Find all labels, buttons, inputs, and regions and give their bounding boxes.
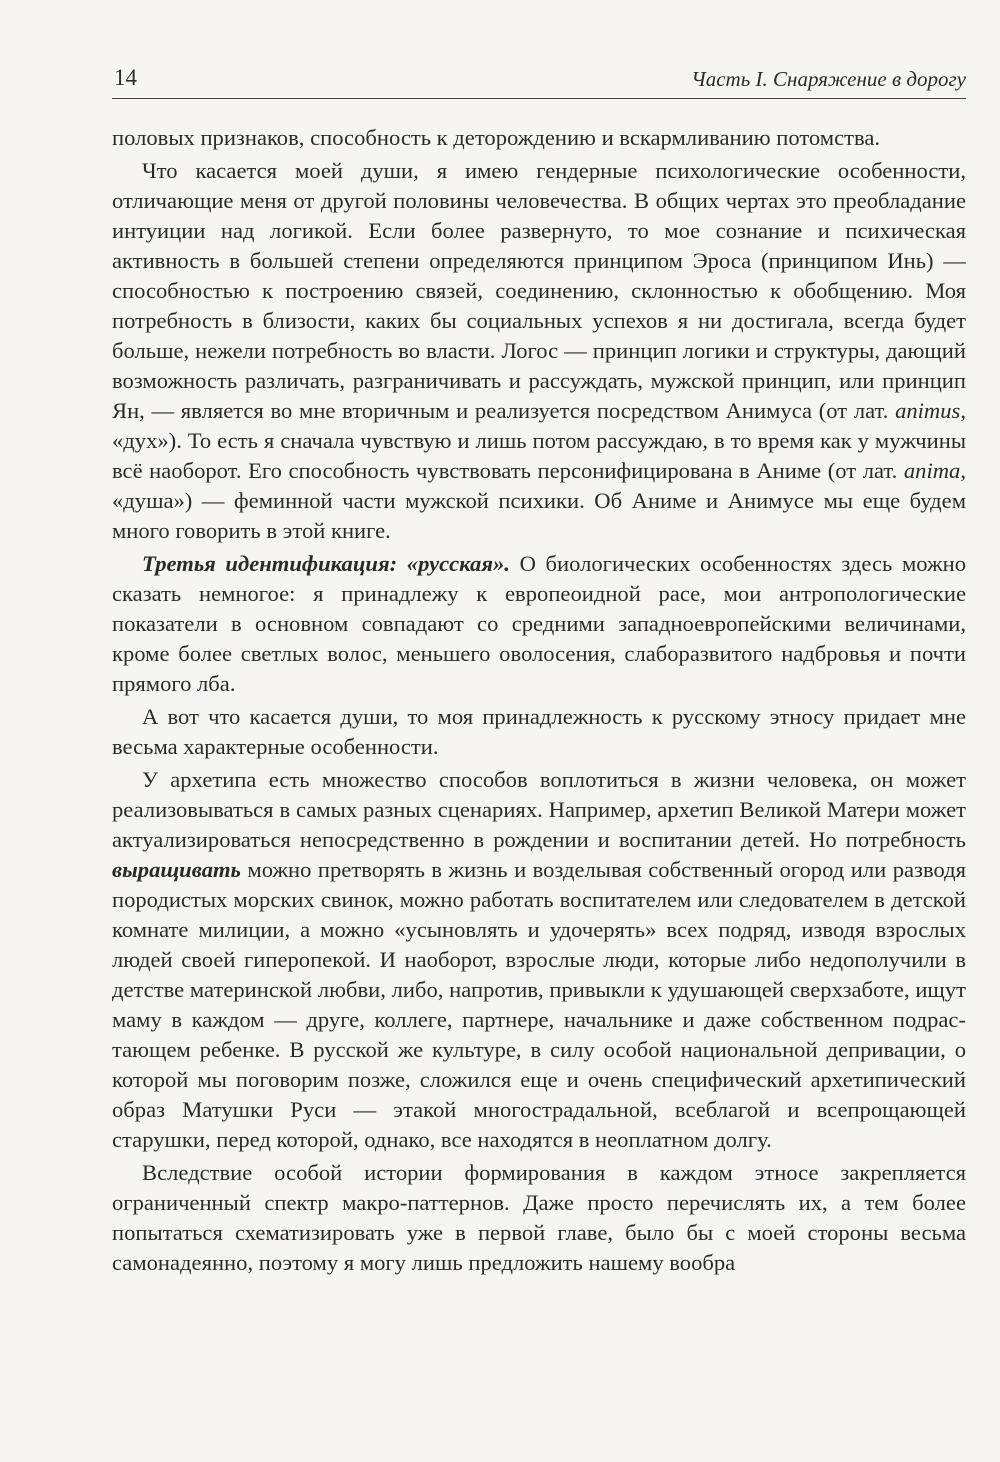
paragraph-text: можно претворять в жизнь и возделывая собственный огород или разводя породистых морских свинок, можно работать воспитателем или следователем в детской комнате милиции, а можно «усыновлять и удочерять» всех подряд, изводя взрослых людей своей гиперопекой. И наоборот, взрослые люди, которые либо недополучили в детстве материнской любви, либо, напротив, привыкли к удушающей сверхзаботе, ищут маму в каждом — друге, коллеге, партнере, начальнике и даже собственном подрастающем ребенке. В русской же культуре, в силу особой национальной депривации, о которой мы поговорим позже, сложился еще и очень специфический архетипический образ Матушки Руси — этакой многострадальной, всеблагой и всепрощающей старушки, перед которой, однако, все находятся в неоплатном долгу. xyxy=(112,857,966,1152)
page-number: 14 xyxy=(114,65,137,90)
latin-term-animus: animus xyxy=(895,398,961,423)
paragraph-text: У архетипа есть множество способов воплотиться в жизни человека, он может реализовываться в самых разных сценариях. Например, архетип Великой Матери может актуализироваться непосредственно в рождении и воспитании детей. Но потребность xyxy=(112,767,966,852)
paragraph-continuation: половых признаков, способность к деторождению и вскармливанию потомства. xyxy=(112,125,881,150)
run-in-heading: Третья идентификация: «русская». xyxy=(142,551,510,576)
paragraph-text: , «дух»). То есть я сначала чувствую и лишь потом рассуждаю, в то время как у мужчины всё наоборот. Его способность чувствовать персонифицирована в Аниме (от лат. xyxy=(112,398,966,483)
paragraph-text: О биологических особенностях здесь можно сказать немногое: я принадлежу к европеоидной расе, мои антропологические показатели в основном совпадают со средними западноевропейскими величинами, кроме более светлых волос, меньшего оволосения, слаборазвитого надбровья и почти прямого лба. xyxy=(112,551,966,696)
paragraph-third-identification xyxy=(112,549,966,699)
paragraph-archetype xyxy=(112,765,966,1155)
body-text xyxy=(112,123,966,1281)
paragraph-soul-gender xyxy=(112,156,966,546)
running-title: Часть I. Снаряжение в дорогу xyxy=(691,67,966,91)
latin-term-anima: anima xyxy=(903,458,961,483)
paragraph-russian-soul: А вот что касается души, то моя принадлежность к русскому этносу придает мне весьма характерные особенности. xyxy=(112,704,966,759)
emphasized-word: выращивать xyxy=(112,857,241,882)
running-header xyxy=(112,62,966,99)
paragraph-text: , «душа») — феминной части мужской психики. Об Аниме и Анимусе мы еще будем много говорить в этой книге. xyxy=(112,458,966,543)
paragraph-macro-patterns: Вследствие особой истории формирования в каждом этносе закрепляется ограниченный спектр макро-паттернов. Даже просто перечислять их, а тем более попытаться схематизировать уже в первой главе, было бы с моей стороны весьма самонадеянно, поэтому я могу лишь предложить нашему вообра xyxy=(112,1160,966,1275)
paragraph-text: Что касается моей души, я имею гендерные психологические особенности, отличающие меня от другой половины человечества. В общих чертах это преобладание интуиции над логикой. Если более развернуто, то мое сознание и психическая активность в большей степени определяются принципом Эроса (принципом Инь) — способностью к построению связей, соединению, склонностью к обобщению. Моя потребность в близости, каких бы социальных успехов я ни достигала, всегда будет больше, нежели потребность во власти. Логос — принцип логики и структуры, дающий возможность различать, разграничивать и рассуждать, мужской принцип, или принцип Ян, — является во мне вторичным и реализуется посредством Анимуса (от лат. xyxy=(112,158,966,423)
